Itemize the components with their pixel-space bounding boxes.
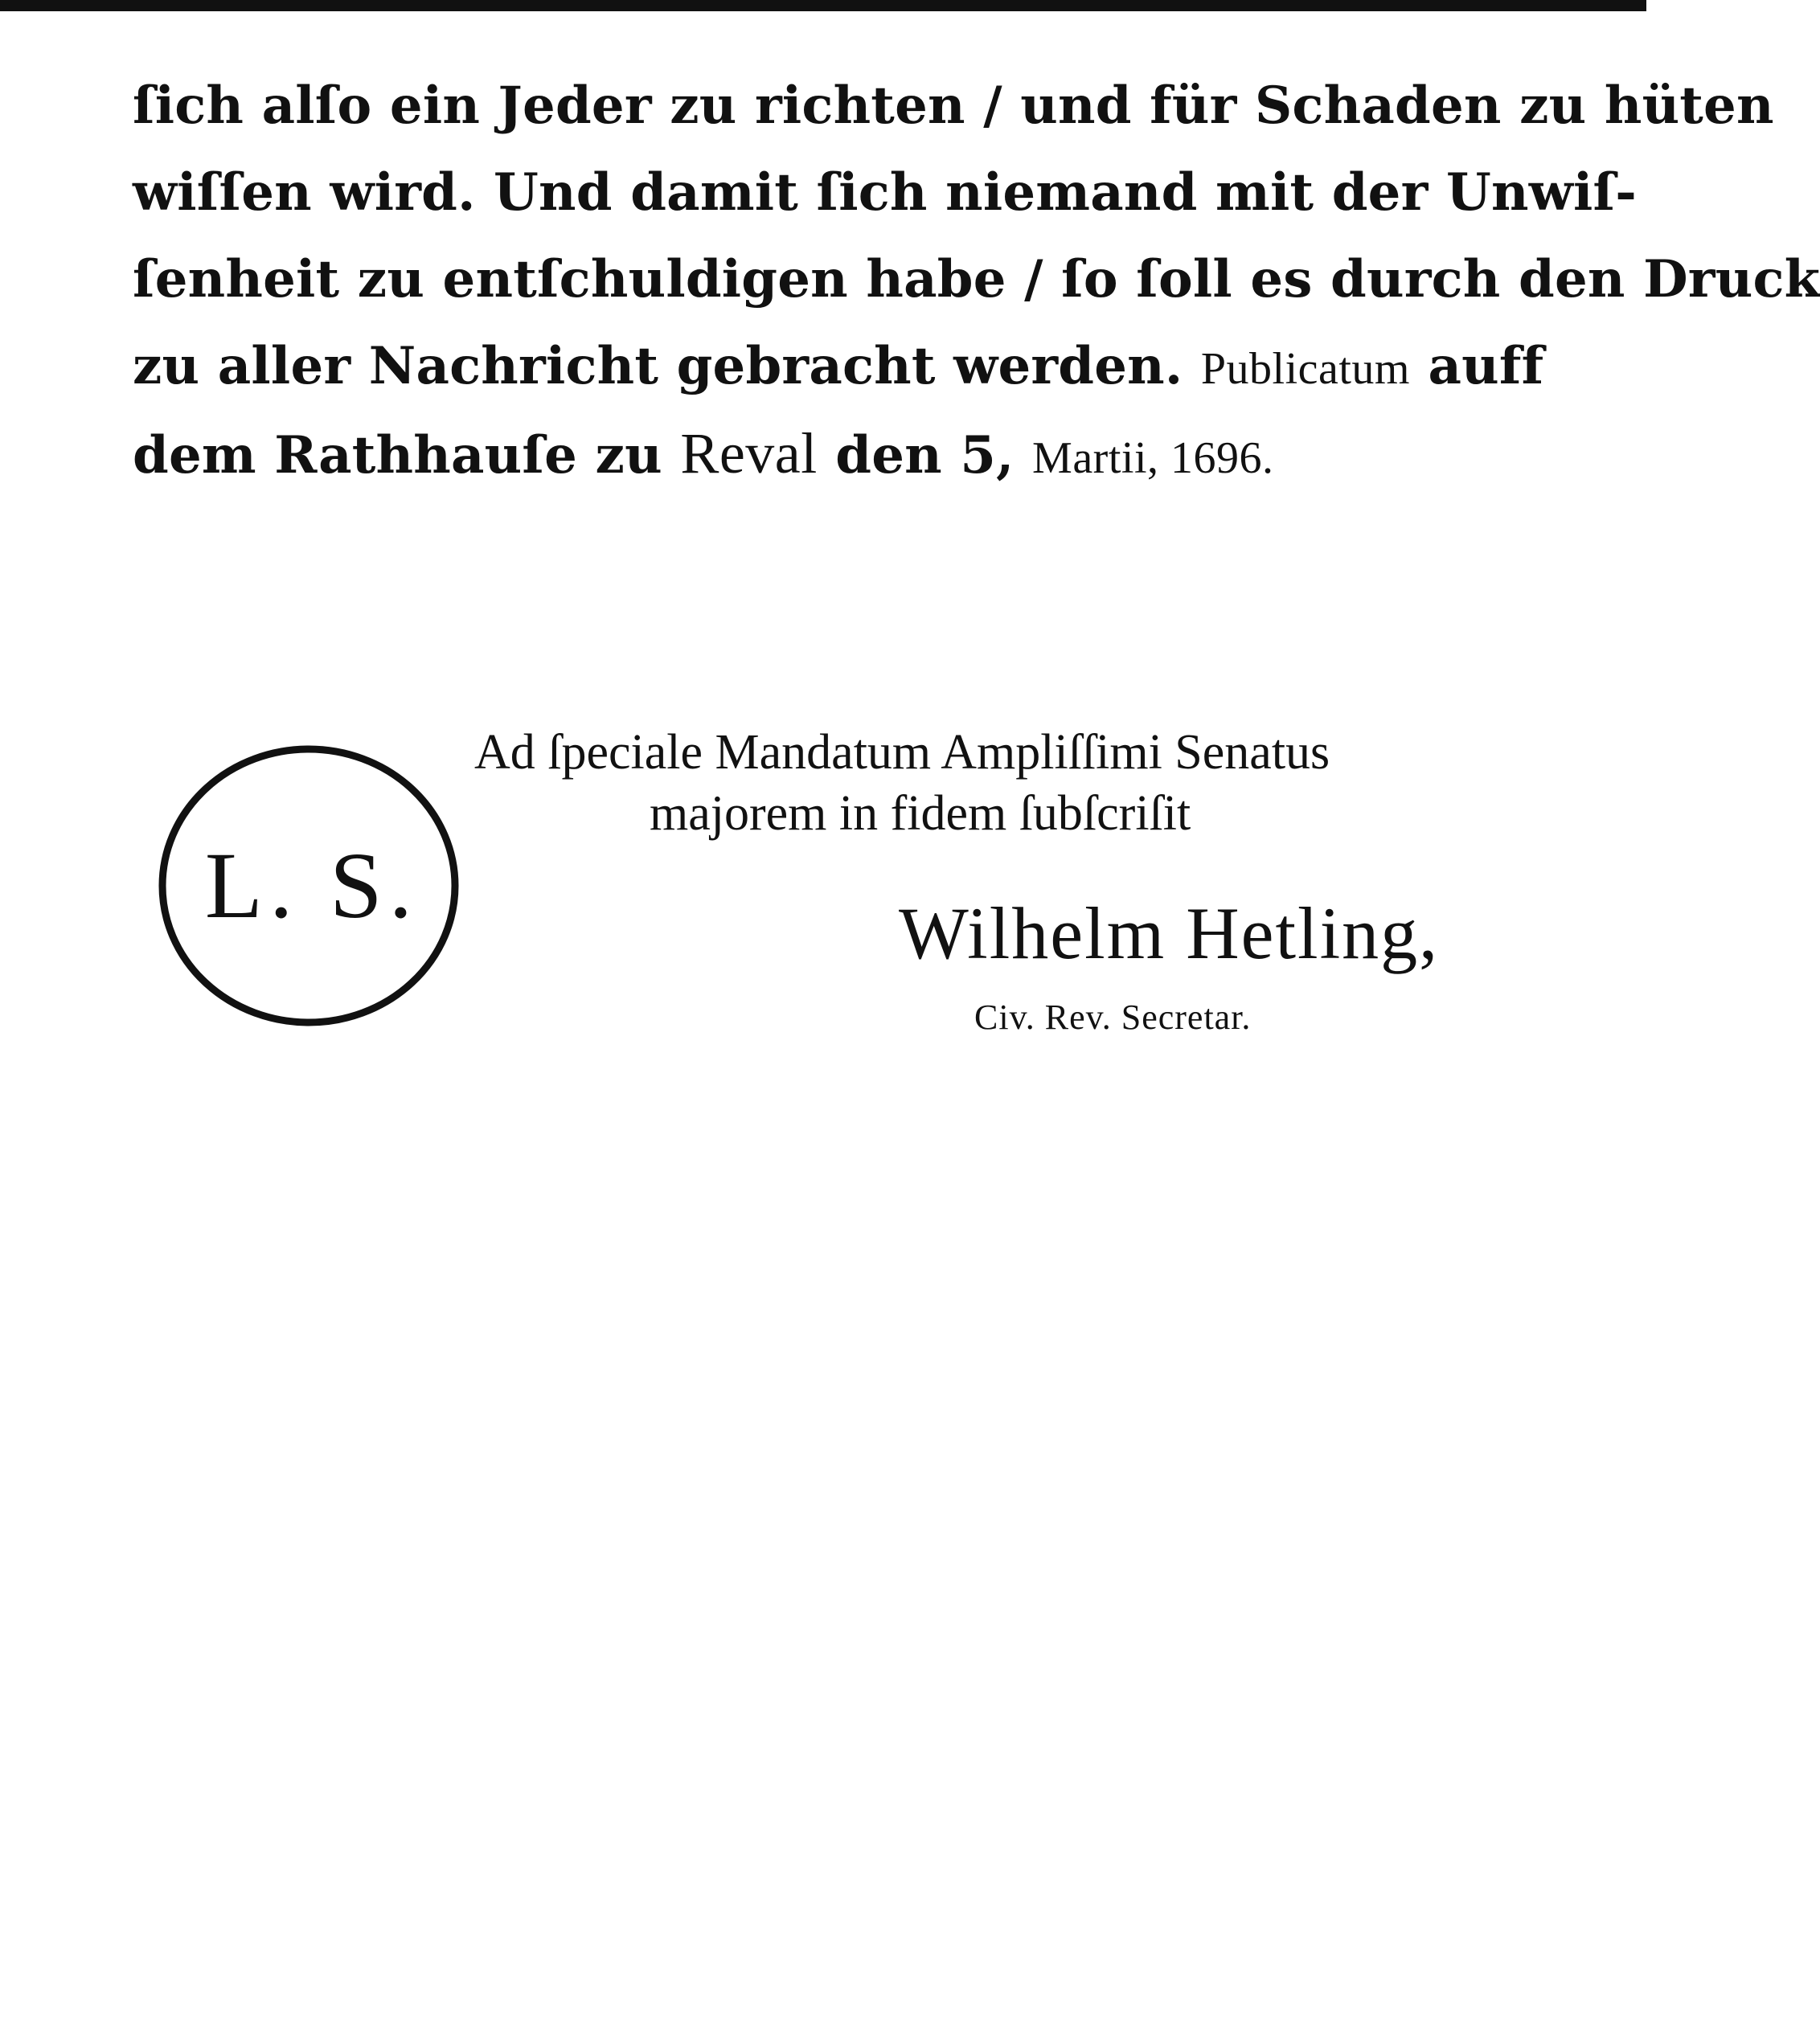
signatory-title: Civ. Rev. Secretar. xyxy=(974,998,1252,1037)
text-line-dateline xyxy=(133,410,1298,497)
text-line xyxy=(133,236,1820,323)
signatory-name: Wilhelm Hetling, xyxy=(899,892,1440,974)
fraktur-text: zu aller Nachricht gebracht werden. xyxy=(133,336,1183,396)
fraktur-text: ſich alſo ein Jeder zu richten / und für Schaden zu hüten xyxy=(133,76,1774,136)
locus-sigilli-seal xyxy=(151,738,473,1059)
fraktur-text: dem Rathhauſe zu xyxy=(133,425,662,485)
mandate-statement xyxy=(474,722,1495,844)
top-border-rule xyxy=(0,0,1646,11)
publicatum-word: Publicatum xyxy=(1200,344,1410,394)
text-line xyxy=(133,323,1544,410)
seal-text: L. S. xyxy=(204,833,420,938)
text-line xyxy=(133,63,1774,150)
fraktur-text: ſenheit zu entſchuldigen habe / ſo ſoll es durch den Druck xyxy=(133,249,1820,309)
fraktur-text: wiſſen wird. Und damit ſich niemand mit der Unwiſ- xyxy=(133,162,1638,223)
date-text: Martii, 1696. xyxy=(1032,433,1274,483)
mandate-line: majorem in fidem ſubſcriſit xyxy=(650,786,1191,841)
decree-closing-text xyxy=(133,63,1820,497)
place-name: Reval xyxy=(680,421,818,485)
mandate-line: Ad ſpeciale Mandatum Ampliſſimi Senatus xyxy=(474,725,1330,780)
fraktur-text: auff xyxy=(1428,336,1544,396)
text-line xyxy=(133,150,1638,236)
fraktur-text: den 5, xyxy=(835,425,1015,485)
